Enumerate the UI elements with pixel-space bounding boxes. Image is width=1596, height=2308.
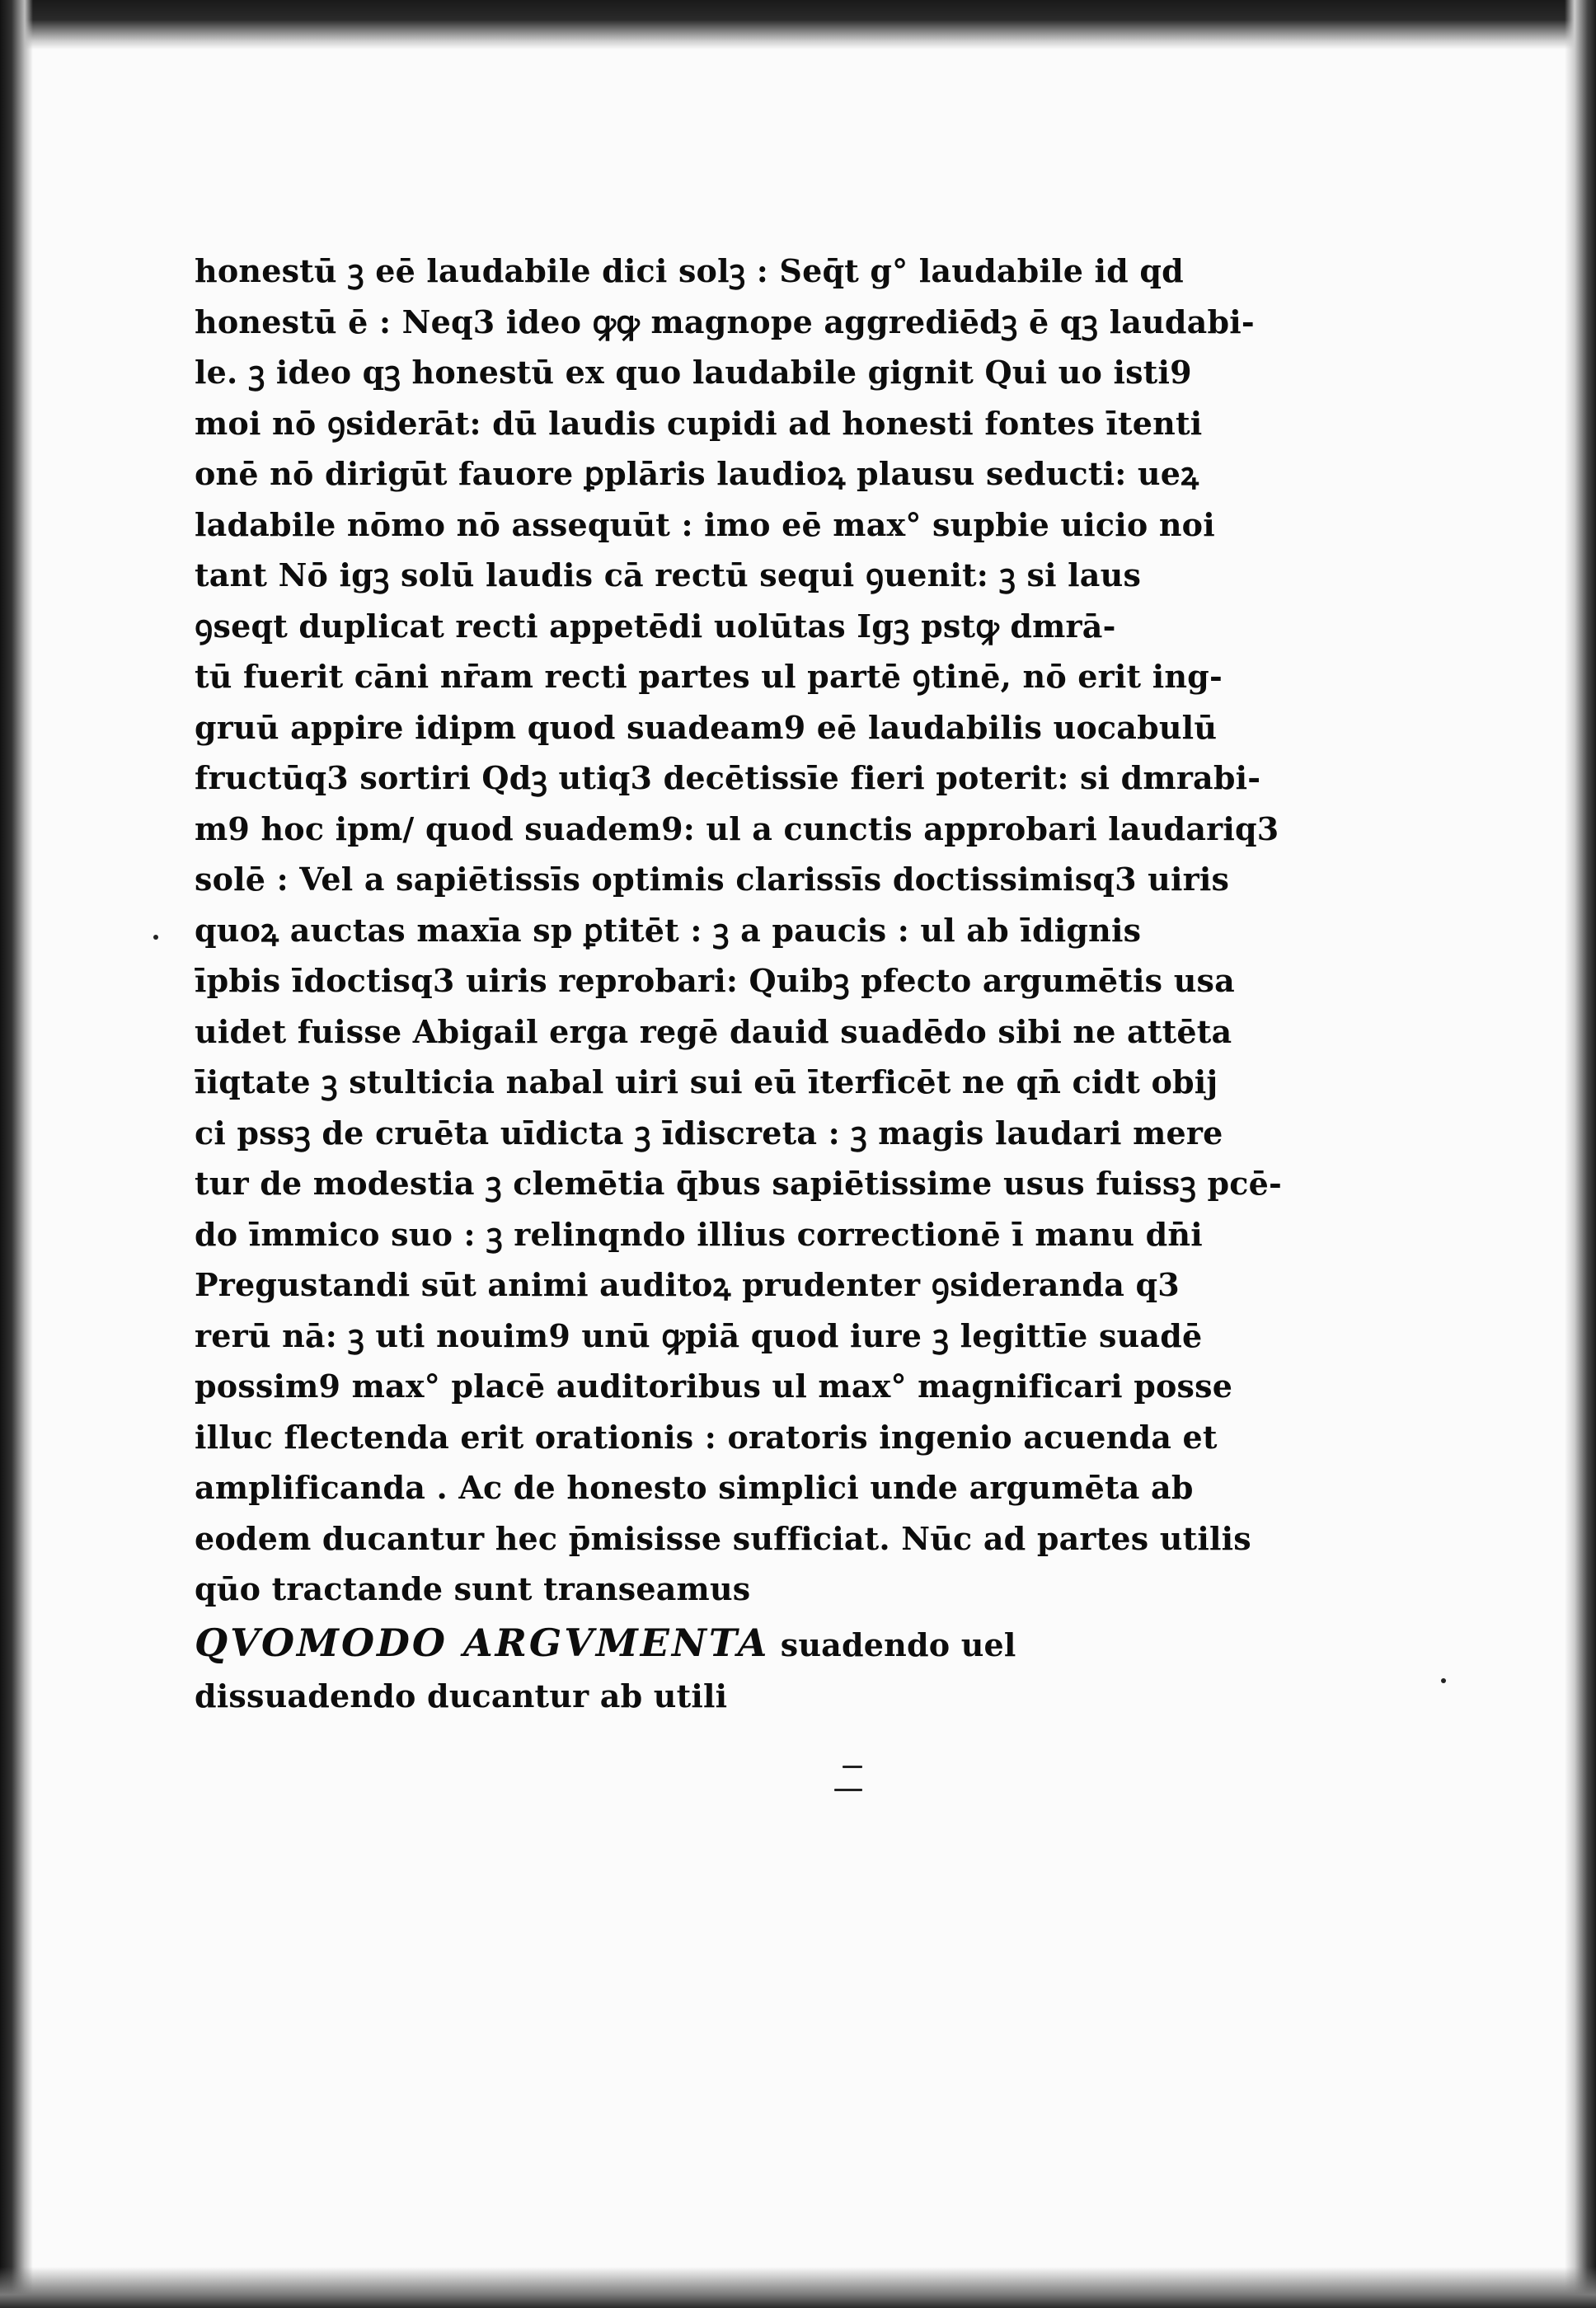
scan-border-bottom [0, 2267, 1596, 2308]
text-line: quoꝝ auctas maxīa sp ꝑtitēt : ꝫ a paucis : ul ab īdignis [195, 911, 1142, 949]
text-line: gruū appire idipm quod suadeam9 eē laudabilis uocabulū [195, 708, 1218, 746]
text-line: īpbis īdoctisq3 uiris reprobari: Quibꝫ pfecto argumētis usa [195, 962, 1235, 999]
text-line: amplificanda . Ac de honesto simplici unde argumēta ab [195, 1469, 1194, 1506]
text-line: ladabile nōmo nō assequūt : imo eē max° supbie uicio noi [195, 505, 1215, 543]
text-line: rerū nā: ꝫ uti nouim9 unū ꝙpiā quod iure ꝫ legittīe suadē [195, 1316, 1203, 1354]
text-line-last: dissuadendo ducantur ab utili [195, 1677, 728, 1715]
text-line: do īmmico suo : ꝫ relinqndo illius correctionē ī manu dn̄i [195, 1215, 1203, 1253]
text-line: le. ꝫ ideo qꝫ honestū ex quo laudabile gignit Qui uo isti9 [195, 354, 1192, 391]
ink-speck [153, 935, 158, 940]
text-line: illuc flectenda erit orationis : oratoris ingenio acuenda et [195, 1418, 1218, 1456]
text-line: qūo tractande sunt transeamus [195, 1570, 751, 1607]
text-line: Pregustandi sūt animi auditoꝝ prudenter ꝯsideranda q3 [195, 1266, 1180, 1303]
text-line: solē : Vel a sapiētissīs optimis clarissīs doctissimisq3 uiris [195, 861, 1230, 898]
text-line: uidet fuisse Abigail erga regē dauid suadēdo sibi ne attēta [195, 1012, 1232, 1050]
ink-speck [1441, 1678, 1446, 1683]
text-line: honestū ē : Neq3 ideo ꝙꝙ magnope aggrediēdꝫ ē qꝫ laudabi- [195, 303, 1255, 340]
scan-border-top [0, 0, 1596, 49]
incunabulum-text-block [195, 246, 1282, 1721]
scan-border-right [1565, 0, 1596, 2308]
text-line: ci pssꝫ de cruēta uīdicta ꝫ īdiscreta : ꝫ magis laudari mere [195, 1114, 1223, 1152]
scan-border-left [0, 0, 33, 2308]
text-line: tur de modestia ꝫ clemētia q̄bus sapiētissime usus fuissꝫ pcē- [195, 1165, 1282, 1202]
text-line: eodem ducantur hec p̄misisse sufficiat. Nūc ad partes utilis [195, 1519, 1251, 1557]
text-line: moi nō ꝯsiderāt: dū laudis cupidi ad honesti fontes ītenti [195, 404, 1203, 442]
text-line: onē nō dirigūt fauore ꝑplāris laudioꝝ plausu seducti: ueꝝ [195, 455, 1199, 492]
section-heading [195, 1618, 1167, 1671]
text-line: īiqtate ꝫ stulticia nabal uiri sui eū īterficēt ne qn̄ cidt obij [195, 1063, 1218, 1100]
text-line: ꝯseqt duplicat recti appetēdi uolūtas Igꝫ pstꝙ dmrā- [195, 607, 1116, 645]
text-line: possim9 max° placē auditoribus ul max° magnificari posse [195, 1367, 1233, 1405]
ink-speck [834, 1789, 862, 1791]
text-line: tū fuerit cāni nr̄am recti partes ul partē ꝯtinē, nō erit ing- [195, 658, 1223, 695]
text-line: honestū ꝫ eē laudabile dici solꝫ : Seq̄t g° laudabile id qd [195, 252, 1184, 289]
text-line: tant Nō igꝫ solū laudis cā rectū sequi ꝯuenit: ꝫ si laus [195, 556, 1142, 593]
ink-speck [843, 1766, 862, 1768]
section-heading-capitals: QVOMODO ARGVMENTA [195, 1620, 770, 1665]
section-heading-continuation: suadendo uel [780, 1625, 1016, 1663]
text-line: m9 hoc ipm/ quod suadem9: ul a cunctis approbari laudariq3 [195, 809, 1279, 847]
text-line: fructūq3 sortiri Qdꝫ utiq3 decētissīe fieri poterit: si dmrabi- [195, 759, 1261, 796]
